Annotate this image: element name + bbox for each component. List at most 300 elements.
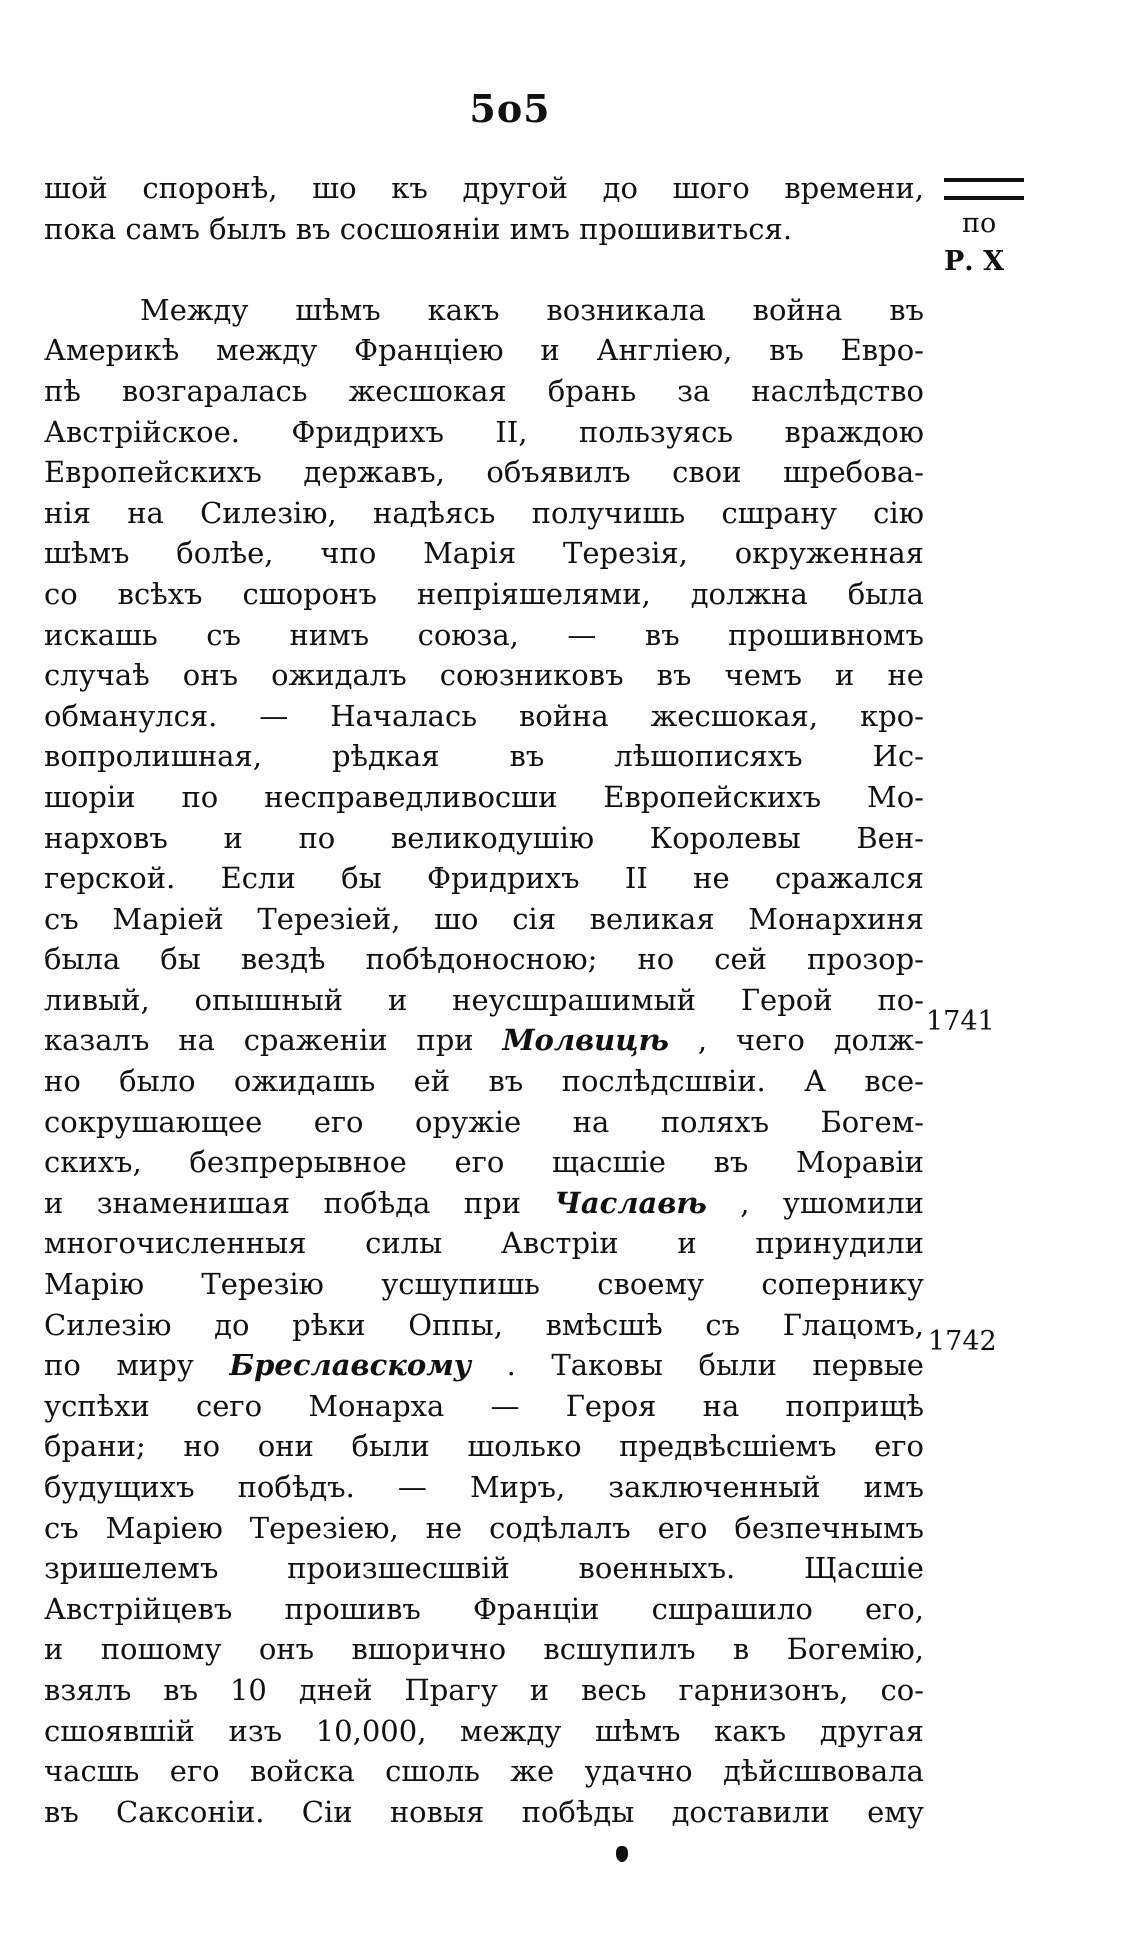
word: нимъ xyxy=(289,617,370,652)
word: дѣйсшвовала xyxy=(722,1754,924,1789)
word: вездѣ xyxy=(240,942,326,977)
word: Сіи xyxy=(301,1794,353,1829)
word: прошивъ xyxy=(284,1591,421,1626)
word: Вен- xyxy=(856,820,924,855)
word: безпечнымъ xyxy=(734,1510,924,1545)
margin-note-po: по xyxy=(962,208,997,239)
word: жесшокая, xyxy=(650,698,819,733)
word: великая xyxy=(589,901,715,936)
word: — xyxy=(397,1470,427,1504)
word: державъ, xyxy=(303,455,445,490)
word: Оппы, xyxy=(408,1307,503,1342)
word: но xyxy=(183,1429,221,1464)
word: сопернику xyxy=(761,1267,924,1302)
word: будущихъ xyxy=(44,1470,195,1504)
word: Ис- xyxy=(872,739,924,774)
word: нія xyxy=(44,495,91,530)
word: всѣхъ xyxy=(117,576,203,611)
word: Богем- xyxy=(820,1104,924,1139)
text-line xyxy=(44,655,924,696)
word: миру xyxy=(116,1348,194,1383)
text-line xyxy=(44,777,924,818)
word: Моравіи xyxy=(796,1145,924,1180)
word: въ xyxy=(509,739,545,774)
word: Саксоніи. xyxy=(116,1794,265,1829)
word: на xyxy=(572,1104,610,1139)
word: надѣясь xyxy=(373,495,496,530)
word: его xyxy=(657,1510,708,1545)
word: до xyxy=(214,1307,250,1342)
word: окруженная xyxy=(734,536,924,571)
word: усшупишь xyxy=(381,1267,540,1302)
word: Если xyxy=(220,861,296,896)
word: опышный xyxy=(194,982,344,1017)
word: свои xyxy=(672,455,742,490)
word: II, xyxy=(495,414,528,449)
word: вопролишная, xyxy=(44,739,262,774)
word: были xyxy=(698,1348,777,1383)
word: его xyxy=(169,1754,220,1789)
word: , xyxy=(697,1023,708,1058)
word: непріяшелями, xyxy=(416,576,651,611)
word: весь xyxy=(581,1672,647,1707)
word: при xyxy=(463,1185,521,1220)
word: чемъ xyxy=(724,658,802,693)
word: взялъ xyxy=(44,1672,132,1707)
word: чпо xyxy=(320,536,377,571)
word: казалъ xyxy=(44,1023,150,1058)
word: успѣхи xyxy=(44,1388,150,1423)
word: прозор- xyxy=(806,942,924,977)
word: рѣдкая xyxy=(331,739,440,774)
word: по xyxy=(44,1348,81,1383)
word: наслѣдство xyxy=(751,373,924,408)
word: ему xyxy=(867,1794,924,1829)
word: шѣмъ xyxy=(295,292,381,327)
word: 10,000, xyxy=(315,1713,427,1748)
word: Терезію xyxy=(201,1267,324,1302)
word: Миръ, xyxy=(469,1470,566,1504)
word: другой xyxy=(462,171,568,205)
text-line xyxy=(44,1548,924,1589)
word: своему xyxy=(597,1267,705,1302)
word: — xyxy=(490,1388,520,1423)
word: Европейскихъ xyxy=(44,455,262,490)
word: и xyxy=(540,333,560,368)
word: побѣдъ. xyxy=(237,1470,355,1504)
word: война xyxy=(518,698,609,733)
word: Таковы xyxy=(551,1348,663,1383)
word: шѣмъ xyxy=(595,1713,681,1748)
text-line xyxy=(44,290,924,331)
text-line xyxy=(44,1020,924,1061)
word: Прагу xyxy=(404,1672,498,1707)
word: между xyxy=(215,333,318,368)
word: война xyxy=(752,292,843,327)
word: союзниковъ xyxy=(439,658,624,693)
word: войска xyxy=(249,1754,355,1789)
text-line xyxy=(44,1629,924,1670)
word: сшоль xyxy=(385,1754,480,1789)
word: Фридрихъ xyxy=(291,414,444,449)
word: Глацомъ, xyxy=(782,1307,924,1342)
word: не xyxy=(425,1510,463,1545)
word: пользуясь xyxy=(578,414,734,449)
margin-double-rule xyxy=(944,178,1024,200)
word: онъ xyxy=(258,1632,315,1667)
word: брани; xyxy=(44,1429,146,1464)
word: Маріею xyxy=(105,1510,223,1545)
margin-note-rx: Р. Х xyxy=(944,246,1005,277)
word: в xyxy=(732,1632,750,1667)
word: съ xyxy=(44,901,79,936)
text-line xyxy=(44,615,924,656)
word: II xyxy=(624,861,648,896)
word: получишь xyxy=(531,495,686,530)
text-line xyxy=(44,1426,924,1467)
word: скихъ, xyxy=(44,1145,142,1180)
word: новыя xyxy=(389,1794,485,1829)
word: Франціи xyxy=(472,1591,600,1626)
word: Между xyxy=(140,292,249,327)
word: Евро- xyxy=(840,333,924,368)
word: за xyxy=(677,373,711,408)
text-line xyxy=(44,1345,924,1386)
word: возникала xyxy=(546,292,706,327)
word: бы xyxy=(341,861,382,896)
word: сего xyxy=(196,1388,263,1423)
word: изъ xyxy=(228,1713,283,1748)
word: Маріей xyxy=(112,901,224,936)
word: сія xyxy=(512,901,556,936)
text-line xyxy=(44,939,924,980)
word: знаменишая xyxy=(96,1185,291,1220)
word: все- xyxy=(864,1064,924,1099)
word: Бреславскому xyxy=(229,1348,472,1383)
word: шребова- xyxy=(782,455,924,490)
word: содѣлалъ xyxy=(489,1510,631,1545)
word: бы xyxy=(160,942,201,977)
word: союза, xyxy=(417,617,519,652)
text-line xyxy=(44,818,924,859)
word: оружіе xyxy=(414,1104,522,1139)
word: 10 xyxy=(229,1672,267,1707)
text-line xyxy=(44,1467,924,1508)
text-line xyxy=(44,533,924,574)
word: Америкѣ xyxy=(44,333,180,368)
word: вмѣсшѣ xyxy=(545,1307,663,1342)
text-line xyxy=(44,1751,924,1792)
text-line xyxy=(44,1386,924,1427)
word: пошому xyxy=(100,1632,222,1667)
word: и xyxy=(387,982,408,1017)
word: шо xyxy=(434,901,479,936)
word: въ xyxy=(656,658,692,693)
word: . xyxy=(506,1348,516,1383)
word: Началась xyxy=(330,698,478,733)
text-line xyxy=(44,1670,924,1711)
word: и xyxy=(44,1632,64,1667)
word: по- xyxy=(877,982,924,1017)
word: къ xyxy=(391,171,428,205)
word: съ xyxy=(44,1510,79,1545)
word: сшоронъ xyxy=(242,576,377,611)
word: прошивномъ xyxy=(728,617,924,652)
word: Фридрихъ xyxy=(427,861,580,896)
word: Монарха xyxy=(308,1388,445,1423)
margin-year-1742: 1742 xyxy=(928,1326,997,1357)
word: Терезія, xyxy=(563,536,688,571)
word: рѣки xyxy=(292,1307,366,1342)
word: А xyxy=(804,1064,827,1099)
word: было xyxy=(119,1064,196,1099)
word: лѣшописяхъ xyxy=(614,739,803,774)
word: вшорично xyxy=(351,1632,507,1667)
word: Героя xyxy=(565,1388,657,1423)
text-line xyxy=(44,452,924,493)
word: брань xyxy=(547,373,637,408)
word: не xyxy=(693,861,730,896)
word: Силезію, xyxy=(200,495,337,530)
word: сшрану xyxy=(721,495,837,530)
word: и xyxy=(677,1226,697,1261)
word: кро- xyxy=(860,698,924,733)
word: ушомили xyxy=(782,1185,924,1220)
margin-year-1741: 1741 xyxy=(926,1006,995,1037)
word: всшупилъ xyxy=(543,1632,696,1667)
text-line xyxy=(44,1142,924,1183)
word: доставили xyxy=(671,1794,830,1829)
word: шо xyxy=(312,171,357,205)
word: несправедливосши xyxy=(264,779,558,814)
word: со xyxy=(44,576,78,611)
word: обманулся. xyxy=(44,698,218,733)
word: Королевы xyxy=(649,820,801,855)
word: въ xyxy=(769,333,804,368)
word: шой xyxy=(44,171,108,205)
word: но xyxy=(44,1064,81,1099)
word: споронѣ, xyxy=(142,171,278,205)
word: сраженіи xyxy=(243,1023,388,1058)
text-line xyxy=(44,412,924,453)
word: зришелемъ xyxy=(44,1551,219,1586)
word: и xyxy=(529,1672,550,1707)
text-line xyxy=(44,1589,924,1630)
word: они xyxy=(257,1429,314,1464)
word: безпрерывное xyxy=(189,1145,407,1180)
page-number: 5o5 xyxy=(469,86,551,131)
word: сшрашило xyxy=(651,1591,813,1626)
word: Австрійское. xyxy=(44,414,240,449)
word: щасшіе xyxy=(552,1145,666,1180)
word: болѣе, xyxy=(176,536,274,571)
word: были xyxy=(351,1429,430,1464)
word: многочисленныя xyxy=(44,1226,307,1261)
word: дней xyxy=(298,1672,373,1707)
word: враждою xyxy=(784,414,924,449)
word: побѣда xyxy=(323,1185,431,1220)
word: искашь xyxy=(44,617,158,652)
word: Чаславѣ xyxy=(554,1185,707,1220)
line-text: пока самъ былъ въ сосшояніи имъ прошивиться. xyxy=(44,211,793,246)
word: — xyxy=(567,617,597,652)
body-text xyxy=(44,168,924,1832)
text-line xyxy=(44,493,924,534)
word: ожидалъ xyxy=(271,658,407,693)
word: до xyxy=(602,171,638,205)
word: Герой xyxy=(740,982,833,1017)
word: Монархиня xyxy=(748,901,924,936)
word: Марію xyxy=(44,1267,145,1302)
word: онъ xyxy=(182,658,239,693)
word: между xyxy=(460,1713,562,1748)
word: шолько xyxy=(467,1429,582,1464)
word: на xyxy=(702,1388,740,1423)
text-line xyxy=(44,1223,924,1264)
text-line xyxy=(44,574,924,615)
word: сей xyxy=(714,942,767,977)
word: по xyxy=(298,820,336,855)
word: ожидашь xyxy=(233,1064,376,1099)
word: пѣ xyxy=(44,373,81,408)
word: въ xyxy=(488,1064,524,1099)
word: послѣдсшвіи. xyxy=(561,1064,766,1099)
text-line xyxy=(44,899,924,940)
word: и xyxy=(223,820,243,855)
word: съ xyxy=(206,617,241,652)
text-line xyxy=(44,1102,924,1143)
word: же xyxy=(510,1754,555,1789)
text-line xyxy=(44,736,924,777)
word: въ xyxy=(644,617,680,652)
word: поприщѣ xyxy=(785,1388,924,1423)
word: ей xyxy=(413,1064,451,1099)
word: долж- xyxy=(833,1023,924,1058)
word: часшь xyxy=(44,1754,140,1789)
word: въ xyxy=(163,1672,199,1707)
text-line xyxy=(44,371,924,412)
text-line xyxy=(44,1264,924,1305)
word: ливый, xyxy=(44,982,150,1017)
word: Мо- xyxy=(867,779,924,814)
word: шѣмъ xyxy=(44,536,130,571)
word: сокрушающее xyxy=(44,1104,263,1139)
word: Франціею xyxy=(354,333,504,368)
word: Австріи xyxy=(500,1226,619,1261)
word: поляхъ xyxy=(660,1104,770,1139)
word: герской. xyxy=(44,861,176,896)
word: Молвицѣ xyxy=(502,1023,669,1058)
word: съ xyxy=(705,1307,741,1342)
word: побѣды xyxy=(521,1794,635,1829)
word: шого xyxy=(672,171,750,205)
text-line xyxy=(44,249,924,290)
word: со- xyxy=(880,1672,924,1707)
word: объявилъ xyxy=(486,455,631,490)
word: удачно xyxy=(584,1754,693,1789)
word: его xyxy=(454,1145,505,1180)
word: возгаралась xyxy=(121,373,308,408)
word: Европейскихъ xyxy=(603,779,822,814)
word: его xyxy=(874,1429,924,1464)
text-line xyxy=(44,1183,924,1224)
word: какъ xyxy=(427,292,500,327)
ink-mark xyxy=(616,1846,628,1862)
word: Богемію, xyxy=(786,1632,924,1667)
word: на xyxy=(127,495,164,530)
word: чего xyxy=(735,1023,805,1058)
word: гарнизонъ, xyxy=(678,1672,849,1707)
text-line xyxy=(44,858,924,899)
text-line xyxy=(44,696,924,737)
word: Терезіею, xyxy=(249,1510,399,1545)
word: великодушію xyxy=(390,820,595,855)
word: времени, xyxy=(784,171,924,205)
text-line xyxy=(44,1792,924,1833)
word: первые xyxy=(812,1348,924,1383)
word: была xyxy=(847,576,924,611)
text-line xyxy=(44,168,924,209)
text-line xyxy=(44,209,924,250)
word: жесшокая xyxy=(348,373,507,408)
word: Австрійцевъ xyxy=(44,1591,233,1626)
word: неусшрашимый xyxy=(452,982,696,1017)
word: имъ xyxy=(863,1470,924,1504)
word: нарховъ xyxy=(44,820,168,855)
word: должна xyxy=(690,576,808,611)
text-line xyxy=(44,1508,924,1549)
word: силы xyxy=(365,1226,443,1261)
text-line xyxy=(44,330,924,371)
word: произшесшвій xyxy=(287,1551,510,1586)
word: была xyxy=(44,942,121,977)
word: — xyxy=(259,698,289,733)
word: сшоявшій xyxy=(44,1713,195,1748)
text-line xyxy=(44,980,924,1021)
word: въ xyxy=(713,1145,749,1180)
word: Щасшіе xyxy=(803,1551,924,1586)
word: при xyxy=(416,1023,474,1058)
text-line xyxy=(44,1711,924,1752)
word: не xyxy=(887,658,924,693)
word: и xyxy=(835,658,855,693)
word: и xyxy=(44,1185,64,1220)
word: военныхъ. xyxy=(578,1551,736,1586)
word: шоріи xyxy=(44,779,136,814)
text-line xyxy=(44,1305,924,1346)
word: сію xyxy=(873,495,924,530)
word: его xyxy=(313,1104,364,1139)
word: Англіею, xyxy=(596,333,733,368)
word: по xyxy=(181,779,219,814)
word: заключенный xyxy=(608,1470,821,1504)
word: Марія xyxy=(423,536,517,571)
word: но xyxy=(637,942,675,977)
word: Терезіей, xyxy=(257,901,401,936)
word: побѣдоносною; xyxy=(365,942,598,977)
word: какъ xyxy=(714,1713,787,1748)
word: , xyxy=(740,1185,750,1220)
word: случаѣ xyxy=(44,658,150,693)
word: его, xyxy=(864,1591,924,1626)
word: въ xyxy=(889,292,924,327)
word: предвѣсшіемъ xyxy=(619,1429,837,1464)
word: сражался xyxy=(774,861,924,896)
word: Силезію xyxy=(44,1307,172,1342)
word: въ xyxy=(44,1794,79,1829)
text-line xyxy=(44,1061,924,1102)
word: другая xyxy=(819,1713,924,1748)
